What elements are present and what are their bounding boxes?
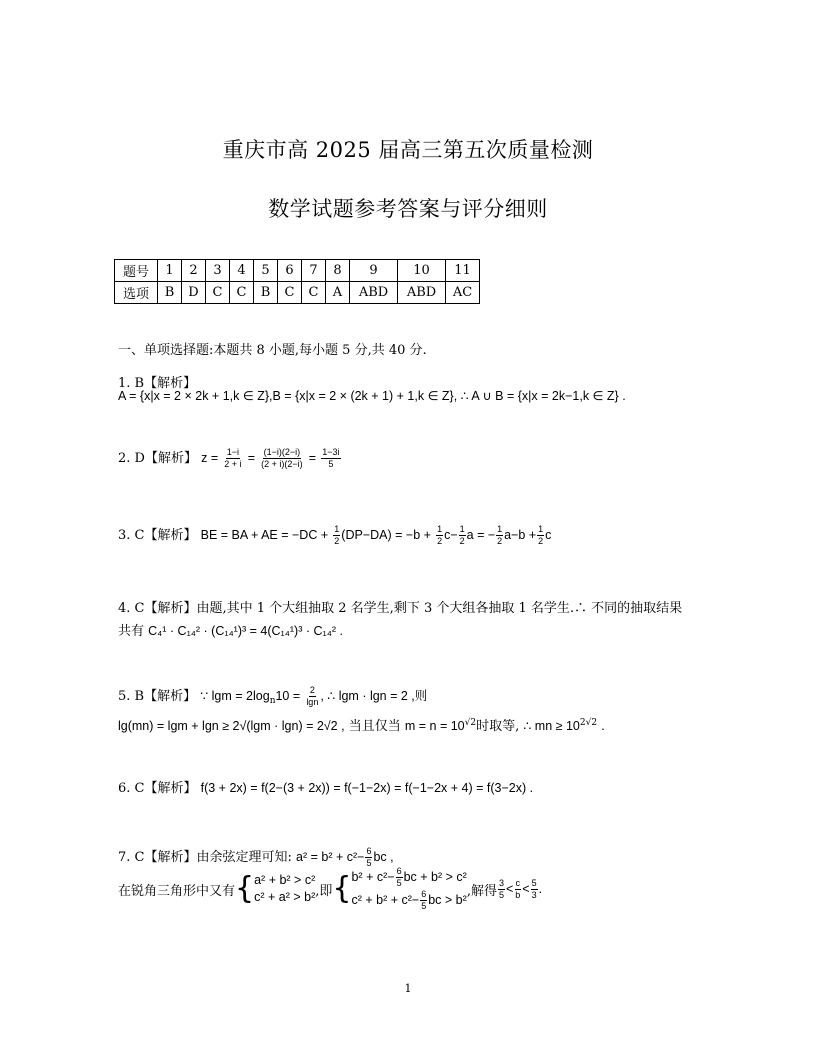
q5-formula-1c: , ∴ lgm · lgn = 2 ,则 — [320, 689, 428, 703]
q7-range-3: $\frac{5}{3}$ — [531, 877, 537, 900]
q7-formula-a: a² = b² + c²− — [296, 850, 365, 864]
q7-range-2: $\frac{c}{b}$ — [515, 877, 521, 900]
table-cell: C — [230, 282, 254, 304]
q3-row — [118, 524, 551, 547]
q5-formula-2d: 时取等, — [476, 719, 520, 734]
table-cell: C — [206, 282, 230, 304]
q2-lhs: z = — [201, 451, 219, 465]
q5-exponent: √2 — [464, 718, 477, 728]
q3-label: 3. C【解析】 — [118, 528, 197, 543]
table-cell: 10 — [398, 260, 446, 282]
title-line-2: 数学试题参考答案与评分细则 — [268, 197, 548, 221]
q5-row-1 — [118, 685, 427, 708]
table-cell: 4 — [230, 260, 254, 282]
q7-row-2: 在锐角三角形中又有 { a² + b² > c² c² + a² > b² ,即 { b² + c²− $\frac{6}{5}$ bc + b² > c² c² + b² + c²− $\frac{6}{5}$ bc > b² ,解得 $\frac{3}{5}$ < $\frac{c}{b}$ < $\frac{5}{3}$ . — [118, 866, 543, 911]
table-cell: B — [254, 282, 278, 304]
table-cell: 2 — [182, 260, 206, 282]
table-cell: 8 — [326, 260, 350, 282]
q4-text: 4. C【解析】由题,其中 1 个大组抽取 2 名学生,剩下 3 个大组各抽取 1 名学生.∴ 不同的抽取结果 — [118, 601, 683, 616]
q2-fraction-3: $\frac{1-3i}{5}$ — [322, 447, 340, 469]
page-number: 1 — [404, 982, 412, 995]
q3-formula-b: (DP−DA) = −b + — [341, 528, 431, 542]
q1-label: 1. B【解析】 — [118, 376, 197, 391]
q3-formula-f: c — [545, 528, 552, 542]
table-row-answers — [115, 282, 480, 304]
q2-fraction-2: $\frac{(1-i)(2-i)}{(2 + i)(2-i)}$ — [261, 447, 303, 469]
table-cell: 3 — [206, 260, 230, 282]
q3-formula-c: c− — [444, 528, 458, 542]
q6-formula: f(3 + 2x) = f(2−(3 + 2x)) = f(−1−2x) = f(−1−2x + 4) = f(3−2x) . — [200, 781, 534, 795]
q7-formula-b: bc , — [373, 850, 394, 864]
q3-half: $\frac{1}{2}$ — [459, 524, 465, 546]
q5-subscript: n — [269, 696, 276, 706]
q7-system-2: b² + c²− $\frac{6}{5}$ bc + b² > c² c² + b² + c²− $\frac{6}{5}$ bc > b² — [351, 866, 467, 911]
q5-formula-2c: m = n = 10 — [404, 719, 465, 733]
table-row-numbers — [115, 260, 480, 282]
q7-mid: ,即 — [315, 883, 333, 899]
q3-half: $\frac{1}{2}$ — [497, 524, 503, 546]
q5-formula-2a: lg(mn) = lgm + lgn ≥ 2√(lgm · lgn) = 2√2 , — [118, 719, 345, 733]
q5-formula-2f: . — [601, 719, 605, 733]
q7-fraction: $\frac{6}{5}$ — [366, 846, 372, 868]
q2-label: 2. D【解析】 — [118, 451, 197, 466]
q5-formula-1a: ∵ lgm = 2log — [200, 689, 270, 703]
q4-row-2 — [118, 620, 343, 639]
left-brace-icon: { — [332, 871, 352, 906]
table-cell: 1 — [158, 260, 182, 282]
table-cell: 7 — [302, 260, 326, 282]
q3-half: $\frac{1}{2}$ — [334, 524, 340, 546]
q6-label: 6. C【解析】 — [118, 781, 197, 796]
table-cell: 9 — [350, 260, 398, 282]
q7-suffix: ,解得 — [466, 883, 497, 899]
q5-exponent-2: 2√2 — [579, 718, 598, 728]
q7-range-1: $\frac{3}{5}$ — [498, 877, 504, 900]
q4-formula: C₄¹ · C₁₄² · (C₁₄¹)³ = 4(C₁₄¹)³ · C₁₄² . — [148, 624, 343, 638]
q1-formula: A = {x|x = 2 × 2k + 1,k ∈ Z},B = {x|x = 2 × (2k + 1) + 1,k ∈ Z}, ∴ A ∪ B = {x|x = 2k−1,k ∈ Z} . — [118, 389, 626, 403]
q5-formula-1b: 10 = — [275, 689, 301, 703]
q4-prefix: 共有 — [118, 624, 145, 639]
table-cell: AC — [446, 282, 480, 304]
table-answer-label: 选项 — [115, 282, 158, 304]
q7-prefix: 在锐角三角形中又有 — [118, 883, 236, 899]
q5-formula-2b: 当且仅当 — [348, 719, 401, 734]
table-cell: 6 — [278, 260, 302, 282]
table-cell: ABD — [398, 282, 446, 304]
q2-fraction-1: $\frac{1-i}{2 + i}$ — [224, 447, 242, 469]
q3-formula-a: BE = BA + AE = −DC + — [200, 528, 329, 542]
title-line-1: 重庆市高 2025 届高三第五次质量检测 — [222, 138, 594, 162]
left-brace-icon: { — [235, 871, 255, 906]
q5-row-2 — [118, 715, 605, 734]
q2-row: 2. D【解析】 z = $\frac{1-i}{2 + i}$ = $\frac{(1-i)(2-i)}{(2 + i)(2-i)}$ = $\frac{1-3i}{5}$ — [118, 447, 340, 469]
section-heading: 一、单项选择题:本题共 8 小题,每小题 5 分,共 40 分. — [118, 343, 427, 358]
q7-text: 7. C【解析】由余弦定理可知: — [118, 850, 292, 865]
table-cell: 11 — [446, 260, 480, 282]
q7-system-1: a² + b² > c² c² + a² > b² — [254, 873, 316, 904]
answer-table — [114, 259, 480, 304]
table-cell: C — [302, 282, 326, 304]
q5-formula-2e: ∴ mn ≥ 10 — [523, 719, 580, 733]
q3-formula-e: a−b + — [504, 528, 537, 542]
q5-fraction: $\frac{2}{\lg n}$ — [306, 685, 319, 707]
table-cell: C — [278, 282, 302, 304]
q5-label: 5. B【解析】 — [118, 689, 197, 704]
q6-row — [118, 777, 533, 796]
table-cell: B — [158, 282, 182, 304]
table-cell: 5 — [254, 260, 278, 282]
q3-half: $\frac{1}{2}$ — [437, 524, 443, 546]
table-header-label: 题号 — [115, 260, 158, 282]
q3-formula-d: a = − — [466, 528, 496, 542]
q3-half: $\frac{1}{2}$ — [538, 524, 544, 546]
table-cell: D — [182, 282, 206, 304]
table-cell: ABD — [350, 282, 398, 304]
table-cell: A — [326, 282, 350, 304]
